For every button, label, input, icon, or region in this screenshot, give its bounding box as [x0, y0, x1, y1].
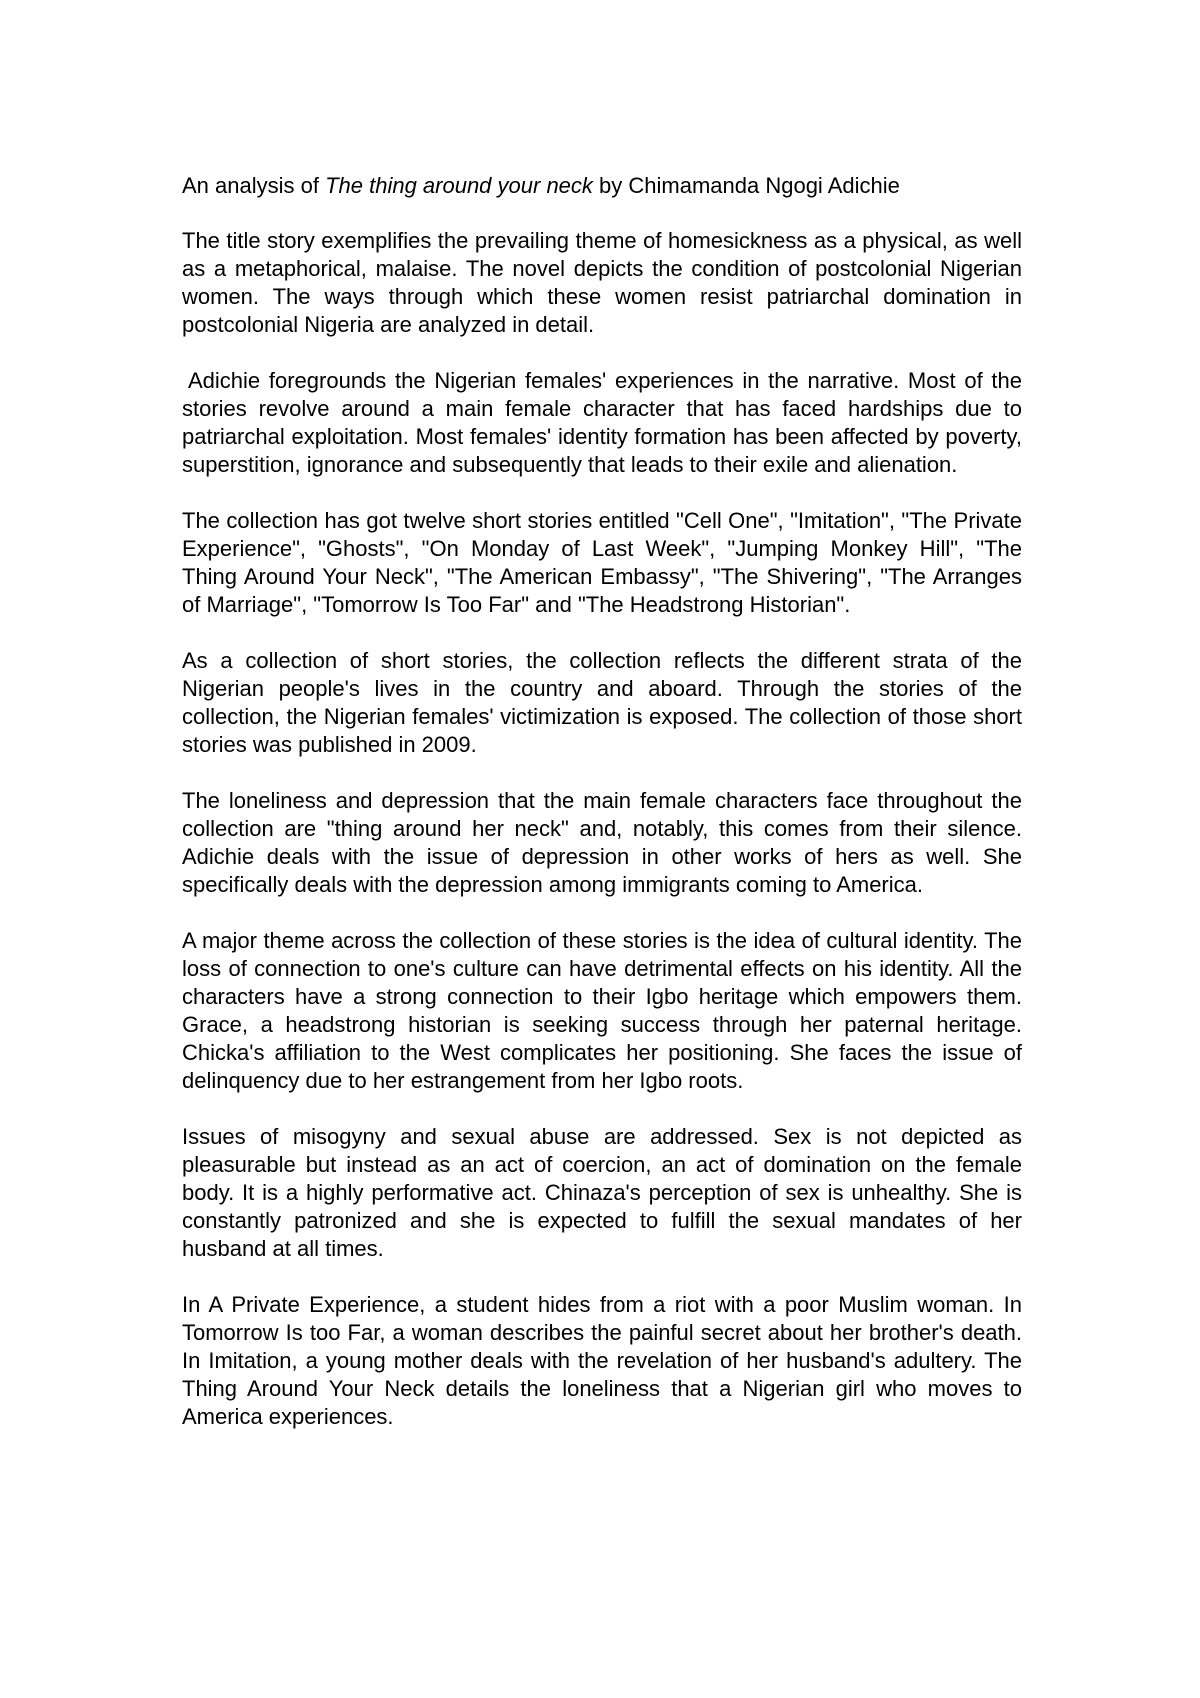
paragraph-foregrounds: Adichie foregrounds the Nigerian females' experiences in the narrative. Most of the stories revolve around a main female character that has faced hardships due to patriarchal exploitation. Most females' identity formation has been affected by poverty, superstition, ignorance and subsequently that leads to their exile and alienation. [182, 368, 1022, 477]
paragraph-story-summaries: In A Private Experience, a student hides from a riot with a poor Muslim woman. In Tomorrow Is too Far, a woman describes the painful secret about her brother's death. In Imitation, a young mother deals with the revelation of her husband's adultery. The Thing Around Your Neck details the loneliness that a Nigerian girl who moves to America experiences. [182, 1292, 1022, 1429]
title-suffix: by Chimamanda Ngogi Adichie [592, 173, 900, 198]
paragraph-misogyny: Issues of misogyny and sexual abuse are addressed. Sex is not depicted as pleasurable but instead as an act of coercion, an act of domination on the female body. It is a highly performative act. Chinaza's perception of sex is unhealthy. She is constantly patronized and she is expected to fulfill the sexual mandates of her husband at all times. [182, 1124, 1022, 1261]
paragraph-loneliness: The loneliness and depression that the main female characters face throughout the collection are "thing around her neck" and, notably, this comes from their silence. Adichie deals with the issue of depression in other works of hers as well. She specifically deals with the depression among immigrants coming to America. [182, 788, 1022, 897]
title-prefix: An analysis of [182, 173, 326, 198]
book-title: The thing around your neck [325, 173, 593, 198]
paragraph-intro: The title story exemplifies the prevailing theme of homesickness as a physical, as well as a metaphorical, malaise. The novel depicts the condition of postcolonial Nigerian women. The ways through which these women resist patriarchal domination in postcolonial Nigeria are analyzed in detail. [182, 228, 1022, 337]
paragraph-cultural-identity: A major theme across the collection of these stories is the idea of cultural identity. The loss of connection to one's culture can have detrimental effects on his identity. All the characters have a strong connection to their Igbo heritage which empowers them. Grace, a headstrong historian is seeking success through her paternal heritage. Chicka's affiliation to the West complicates her positioning. She faces the issue of delinquency due to her estrangement from her Igbo roots. [182, 928, 1022, 1093]
document-page [182, 172, 1022, 1459]
paragraph-strata: As a collection of short stories, the collection reflects the different strata of the Nigerian people's lives in the country and aboard. Through the stories of the collection, the Nigerian females' victimization is exposed. The collection of those short stories was published in 2009. [182, 648, 1022, 757]
paragraph-collection-titles: The collection has got twelve short stories entitled "Cell One", "Imitation", "The Private Experience", "Ghosts", "On Monday of Last Week", "Jumping Monkey Hill", "The Thing Around Your Neck", "The American Embassy", "The Shivering", "The Arranges of Marriage", "Tomorrow Is Too Far" and "The Headstrong Historian". [182, 508, 1022, 617]
document-title [182, 172, 1022, 200]
